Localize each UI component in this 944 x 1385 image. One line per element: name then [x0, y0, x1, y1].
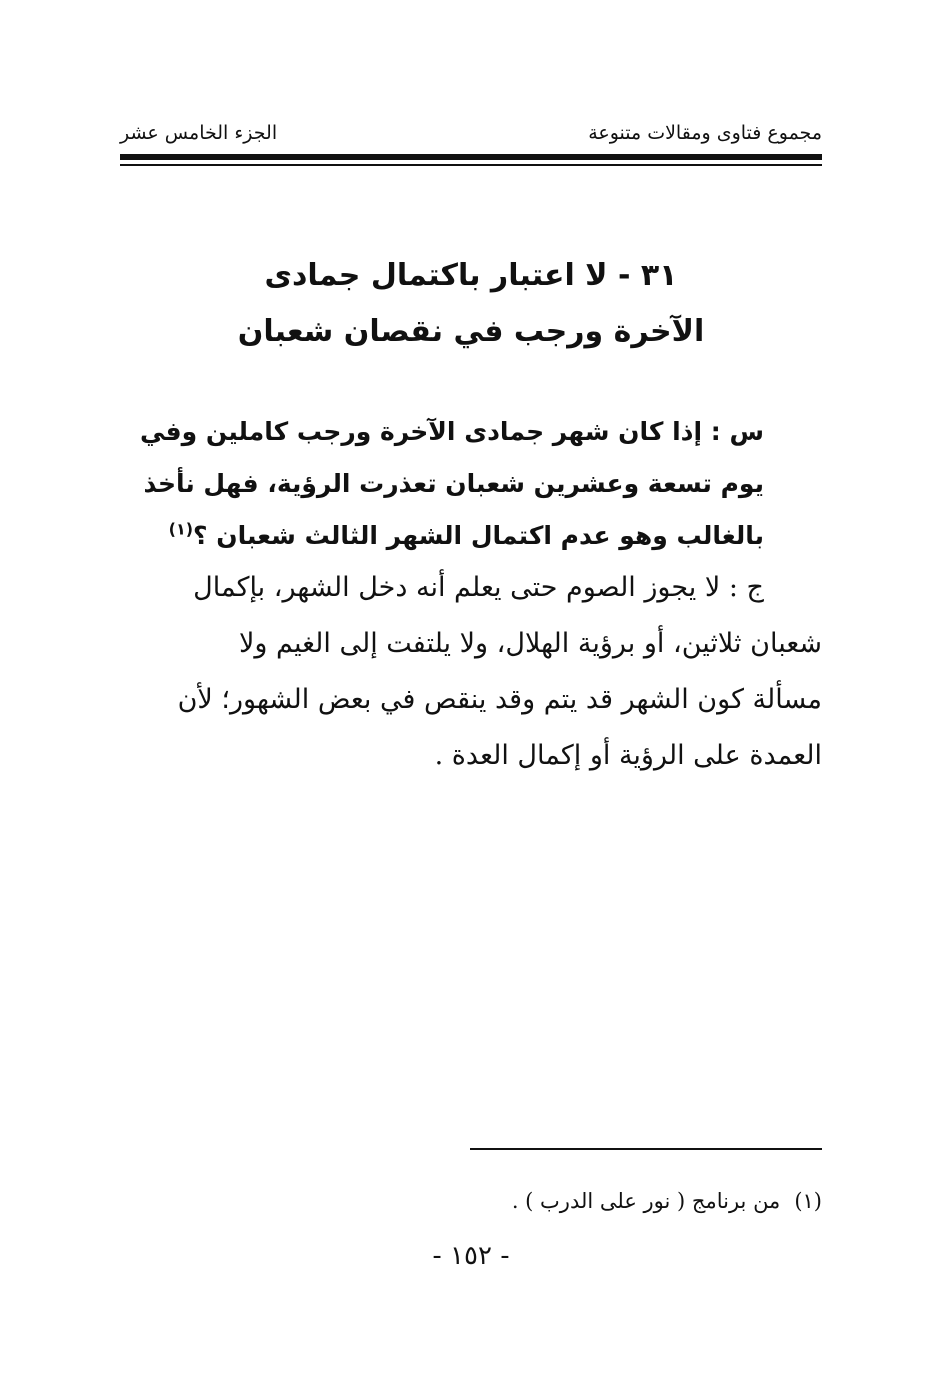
- section-title: [120, 248, 822, 360]
- answer-line-2: شعبان ثلاثين، أو برؤية الهلال، ولا يلتفت إلى الغيم ولا: [239, 628, 822, 659]
- page-number: - ١٥٢ -: [432, 1241, 510, 1271]
- answer-line-3: مسألة كون الشهر قد يتم وقد ينقص في بعض الشهور؛ لأن: [177, 684, 822, 715]
- question-line-2: يوم تسعة وعشرين شعبان تعذرت الرؤية، فهل نأخذ: [143, 469, 764, 498]
- question-line-1: س : إذا كان شهر جمادى الآخرة ورجب كاملين وفي: [139, 417, 764, 446]
- header-rule-thick: [120, 154, 822, 160]
- book-title: مجموع فتاوى ومقالات متنوعة: [588, 122, 822, 144]
- footnote-reference: (١): [168, 519, 194, 539]
- running-header: [120, 116, 822, 150]
- answer-paragraph: [120, 560, 822, 784]
- question-line-3-text: بالغالب وهو عدم اكتمال الشهر الثالث شعبان ؟: [193, 521, 764, 550]
- answer-line-1: ج : لا يجوز الصوم حتى يعلم أنه دخل الشهر، بإكمال: [193, 572, 764, 603]
- title-line-1: ٣١ - لا اعتبار باكتمال جمادى: [264, 258, 678, 293]
- footnote-number: (١): [794, 1189, 822, 1213]
- footnote-separator: [470, 1148, 822, 1150]
- footnote-text: من برنامج ( نور على الدرب ) .: [511, 1189, 781, 1213]
- question-line-3: [120, 510, 764, 562]
- volume-title: الجزء الخامس عشر: [120, 122, 278, 144]
- footnote: [120, 1184, 822, 1218]
- header-rule-thin: [120, 164, 822, 166]
- question-paragraph: [120, 406, 822, 562]
- answer-line-4: العمدة على الرؤية أو إكمال العدة .: [434, 740, 822, 771]
- title-line-2: الآخرة ورجب في نقصان شعبان: [237, 314, 705, 349]
